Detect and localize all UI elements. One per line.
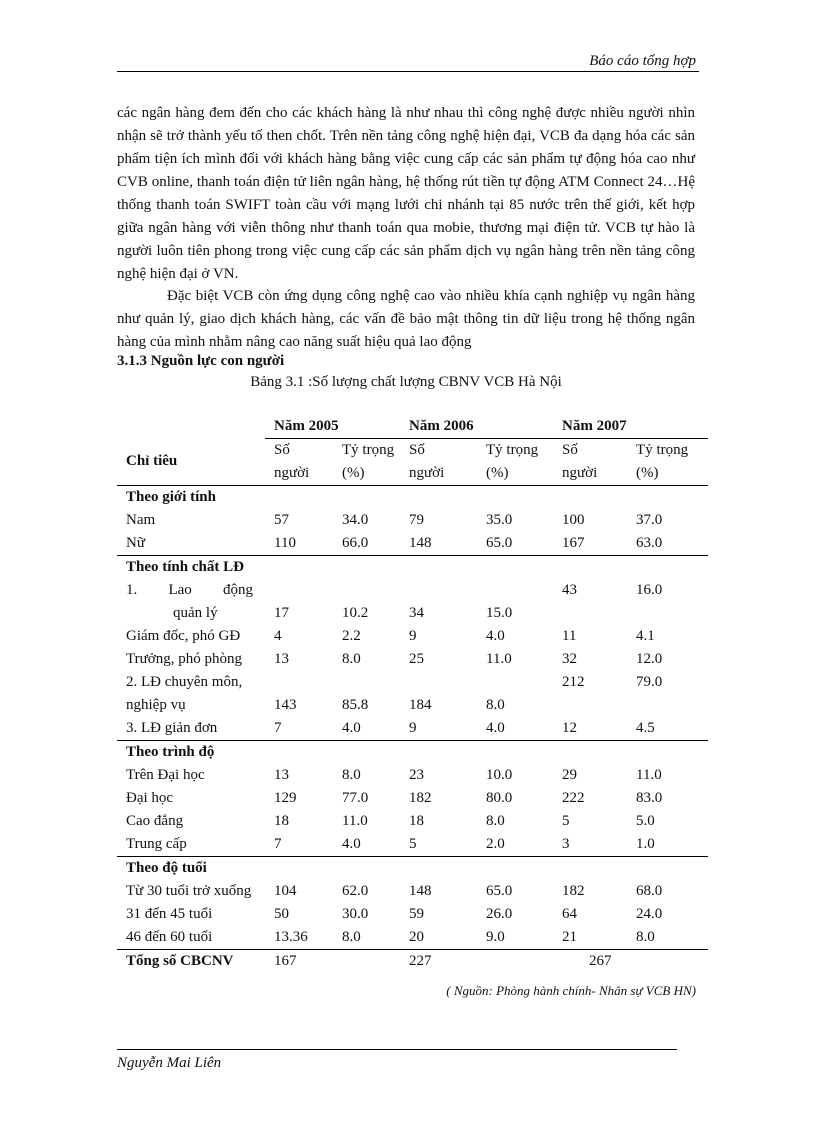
cell: 13 <box>274 767 289 783</box>
cell: 8.0 <box>486 697 505 713</box>
cell: 43 <box>562 582 578 598</box>
header-title: Báo cáo tổng hợp <box>589 53 696 69</box>
cell: 10.2 <box>342 605 369 621</box>
col-pct-label: Tỷ trọng <box>477 439 553 463</box>
table-caption: Bảng 3.1 :Số lượng chất lượng CBNV VCB Hà Nội <box>250 374 562 390</box>
cell: 79 <box>409 512 425 528</box>
table-row <box>117 532 708 556</box>
table-row <box>117 810 708 833</box>
row-label-part: Lao <box>168 582 192 598</box>
cell <box>627 694 708 717</box>
table-row <box>117 625 708 648</box>
cell <box>627 602 708 625</box>
cell: 7 <box>274 836 282 852</box>
col-count-label: Số <box>553 439 627 463</box>
cell: 18 <box>409 813 425 829</box>
row-label: Đại học <box>126 790 174 806</box>
total-row <box>117 950 708 974</box>
cell: 63.0 <box>636 535 663 551</box>
year-2005: Năm 2005 <box>274 418 339 434</box>
cell: 32 <box>562 651 578 667</box>
cell: 11.0 <box>636 767 662 783</box>
row-label: Nam <box>126 512 156 528</box>
col-count-label: Số <box>400 439 477 463</box>
cell: 148 <box>409 883 432 899</box>
cell: 34.0 <box>342 512 369 528</box>
col-count-unit: người <box>409 465 445 481</box>
cell: 4.5 <box>636 720 655 736</box>
row-label: 3. LĐ giản đơn <box>126 720 218 736</box>
cell: 8.0 <box>636 929 655 945</box>
cell: 37.0 <box>636 512 663 528</box>
cell <box>477 579 553 602</box>
group-nature <box>117 556 708 580</box>
cell: 4 <box>274 628 282 644</box>
cell: 12 <box>562 720 578 736</box>
cell <box>265 579 333 602</box>
cell: 85.8 <box>342 697 369 713</box>
cell: 17 <box>274 605 289 621</box>
paragraph-1: các ngân hàng đem đến cho các khách hàng là như nhau thì công nghệ được nhiều người nhìn nhận sẽ trở thành yếu tố then chốt. Trên nền tảng công nghệ hiện đại, VCB đa dạng hóa các sản phẩm tiện ích mình đối với khách hàng bằng việc cung cấp các sản phẩm tự động hóa cao như CVB online, thanh toán điện tử liên ngân hàng, hệ thống rút tiền tự động ATM Connect 24…Hệ thống thanh toán SWIFT toàn cầu với mạng lưới chi nhánh tại 85 nước trên thế giới, kết hợp giữa ngân hàng với viễn thông như thanh toán qua mobie, thương mại điện tử. VCB tự hào là người luôn tiên phong trong việc cung cấp các sản phẩm dịch vụ ngân hàng trên nền tảng công nghệ hiện đại ở VN. <box>117 105 695 282</box>
table-header-years <box>117 415 708 439</box>
cell: 65.0 <box>486 535 513 551</box>
table-row <box>117 579 708 602</box>
cell: 4.0 <box>486 628 505 644</box>
cell: 100 <box>562 512 585 528</box>
cell: 5 <box>562 813 570 829</box>
col-count-label: Số <box>265 439 333 463</box>
cell: 11.0 <box>342 813 368 829</box>
table-row <box>117 648 708 671</box>
staff-table <box>117 415 708 973</box>
row-label: quản lý <box>173 605 218 621</box>
row-label: Trên Đại học <box>126 767 205 783</box>
cell: 104 <box>274 883 297 899</box>
cell: 57 <box>274 512 289 528</box>
col-pct-unit: (%) <box>486 465 509 481</box>
cell: 77.0 <box>342 790 369 806</box>
table-row <box>117 671 708 694</box>
cell: 222 <box>562 790 585 806</box>
cell: 212 <box>562 674 585 690</box>
cell: 148 <box>409 535 432 551</box>
table-row <box>117 602 708 625</box>
criteria-header: Chỉ tiêu <box>126 453 178 470</box>
cell: 8.0 <box>342 767 361 783</box>
cell <box>400 579 477 602</box>
table-row <box>117 880 708 903</box>
cell: 4.0 <box>486 720 505 736</box>
table-row <box>117 509 708 532</box>
cell: 21 <box>562 929 578 945</box>
cell: 1.0 <box>636 836 655 852</box>
cell: 11.0 <box>486 651 512 667</box>
cell: 24.0 <box>636 906 663 922</box>
footer-rule <box>117 1049 677 1050</box>
cell <box>265 671 333 694</box>
cell: 64 <box>562 906 578 922</box>
col-count-unit: người <box>274 465 310 481</box>
table-row <box>117 926 708 950</box>
group-label: Theo tính chất LĐ <box>117 556 708 580</box>
table-row <box>117 903 708 926</box>
cell: 13.36 <box>274 929 308 945</box>
cell: 2.0 <box>486 836 505 852</box>
total-2005: 167 <box>265 950 400 974</box>
cell: 29 <box>562 767 578 783</box>
cell <box>333 671 400 694</box>
total-label: Tổng số CBCNV <box>117 950 265 974</box>
row-label: 31 đến 45 tuổi <box>126 906 213 922</box>
row-label-part: động <box>222 582 253 598</box>
cell: 129 <box>274 790 297 806</box>
cell: 5 <box>409 836 417 852</box>
cell <box>400 671 477 694</box>
cell: 16.0 <box>636 582 663 598</box>
paragraph-2: Đặc biệt VCB còn ứng dụng công nghệ cao vào nhiều khía cạnh nghiệp vụ ngân hàng như quản lý, giao dịch khách hàng, các vấn đề bảo mật thông tin dữ liệu trong hệ thống ngân hàng của mình nhằm nâng cao năng suất hiệu quả lao động <box>117 288 695 350</box>
cell: 8.0 <box>342 929 361 945</box>
row-label: 2. LĐ chuyên môn, <box>126 674 243 690</box>
row-label: Từ 30 tuổi trở xuống <box>126 883 252 899</box>
cell <box>553 602 627 625</box>
cell: 5.0 <box>636 813 655 829</box>
cell: 167 <box>562 535 585 551</box>
group-level <box>117 741 708 765</box>
cell: 50 <box>274 906 289 922</box>
cell: 12.0 <box>636 651 663 667</box>
row-label: Trưởng, phó phòng <box>126 651 242 667</box>
cell: 35.0 <box>486 512 513 528</box>
row-label: 46 đến 60 tuổi <box>126 929 213 945</box>
row-label: Giám đốc, phó GĐ <box>126 628 241 644</box>
cell: 7 <box>274 720 282 736</box>
cell: 2.2 <box>342 628 361 644</box>
table-row <box>117 717 708 741</box>
row-label-part: 1. <box>126 582 138 598</box>
col-pct-unit: (%) <box>636 465 659 481</box>
table-row <box>117 833 708 857</box>
cell: 9.0 <box>486 929 505 945</box>
cell: 4.1 <box>636 628 655 644</box>
cell: 184 <box>409 697 432 713</box>
cell: 18 <box>274 813 289 829</box>
cell: 182 <box>409 790 432 806</box>
cell: 34 <box>409 605 425 621</box>
cell: 8.0 <box>342 651 361 667</box>
cell: 59 <box>409 906 425 922</box>
group-gender <box>117 486 708 510</box>
group-label: Theo độ tuổi <box>117 857 708 881</box>
cell: 66.0 <box>342 535 369 551</box>
cell: 30.0 <box>342 906 369 922</box>
row-label: Cao đẳng <box>126 813 184 829</box>
table-row <box>117 764 708 787</box>
table-header-sub-1 <box>117 439 708 463</box>
col-pct-label: Tỷ trọng <box>627 439 708 463</box>
group-age <box>117 857 708 881</box>
cell: 9 <box>409 628 417 644</box>
table-row <box>117 694 708 717</box>
row-label: Nữ <box>126 535 145 551</box>
cell <box>333 579 400 602</box>
cell: 65.0 <box>486 883 513 899</box>
cell: 4.0 <box>342 836 361 852</box>
cell: 68.0 <box>636 883 663 899</box>
group-label: Theo giới tính <box>117 486 708 510</box>
cell: 8.0 <box>486 813 505 829</box>
table-source: ( Nguồn: Phòng hành chính- Nhân sự VCB HN) <box>446 983 696 998</box>
section-title: 3.1.3 Nguồn lực con người <box>117 353 285 369</box>
cell: 25 <box>409 651 425 667</box>
cell: 3 <box>562 836 570 852</box>
cell: 62.0 <box>342 883 369 899</box>
row-label: Trung cấp <box>126 836 187 852</box>
footer-author: Nguyễn Mai Liên <box>117 1055 222 1071</box>
table-row <box>117 787 708 810</box>
row-label <box>117 579 265 602</box>
col-pct-unit: (%) <box>342 465 365 481</box>
cell <box>553 694 627 717</box>
year-2007: Năm 2007 <box>562 418 627 434</box>
cell: 20 <box>409 929 425 945</box>
cell: 182 <box>562 883 585 899</box>
cell: 80.0 <box>486 790 513 806</box>
cell: 10.0 <box>486 767 513 783</box>
row-label: nghiệp vụ <box>126 697 186 713</box>
cell: 83.0 <box>636 790 663 806</box>
col-count-unit: người <box>562 465 598 481</box>
header-rule <box>117 71 699 72</box>
cell: 79.0 <box>636 674 663 690</box>
group-label: Theo trình độ <box>117 741 708 765</box>
cell: 23 <box>409 767 425 783</box>
cell: 15.0 <box>486 605 513 621</box>
cell: 110 <box>274 535 296 551</box>
col-pct-label: Tỷ trọng <box>333 439 400 463</box>
cell: 26.0 <box>486 906 513 922</box>
cell <box>477 671 553 694</box>
cell: 11 <box>562 628 577 644</box>
cell: 13 <box>274 651 289 667</box>
total-2006: 227 <box>400 950 553 974</box>
cell: 4.0 <box>342 720 361 736</box>
year-2006: Năm 2006 <box>409 418 474 434</box>
cell: 9 <box>409 720 417 736</box>
total-2007: 267 <box>553 950 708 974</box>
cell: 143 <box>274 697 297 713</box>
